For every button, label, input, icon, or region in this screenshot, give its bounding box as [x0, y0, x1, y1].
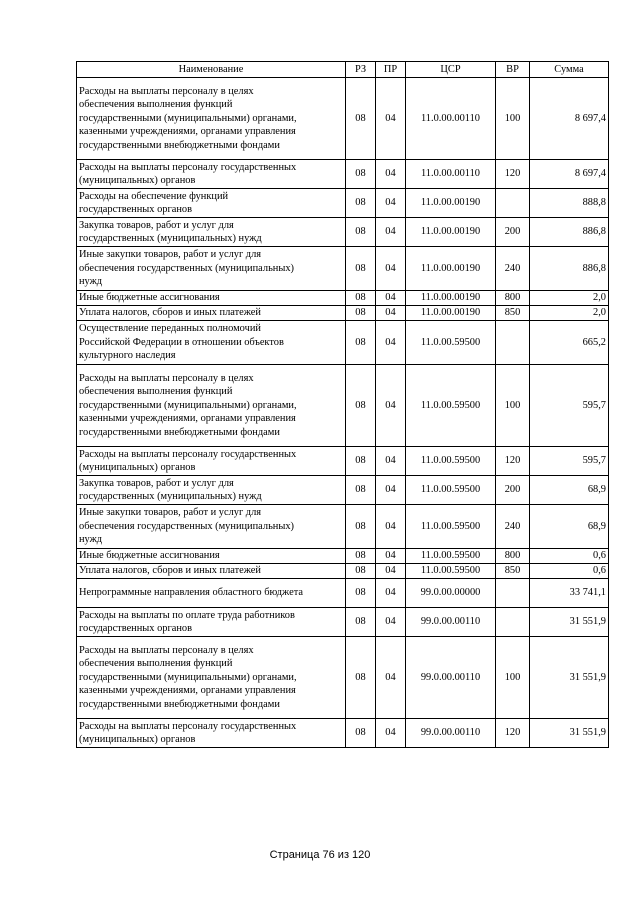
cell-vr: 240 [496, 505, 530, 549]
cell-rz: 08 [346, 579, 376, 608]
header-csr: ЦСР [406, 62, 496, 78]
table-row [77, 447, 609, 476]
cell-pr: 04 [376, 579, 406, 608]
cell-rz: 08 [346, 306, 376, 321]
cell-name: Закупка товаров, работ и услуг для государственных (муниципальных) нужд [77, 476, 346, 505]
header-rz: РЗ [346, 62, 376, 78]
cell-sum: 2,0 [530, 291, 609, 306]
cell-pr: 04 [376, 476, 406, 505]
cell-rz: 08 [346, 719, 376, 748]
table-row [77, 637, 609, 719]
cell-name: Расходы на выплаты персоналу в целях обеспечения выполнения функций государственными (муниципальными) органами, казенными учреждениями, органами управления государственными внебюджетными фондами [77, 637, 346, 719]
cell-pr: 04 [376, 247, 406, 291]
cell-sum: 886,8 [530, 247, 609, 291]
cell-sum: 31 551,9 [530, 719, 609, 748]
cell-name: Расходы на выплаты персоналу в целях обеспечения выполнения функций государственными (муниципальными) органами, казенными учреждениями, органами управления государственными внебюджетными фондами [77, 78, 346, 160]
cell-name: Расходы на выплаты по оплате труда работников государственных органов [77, 608, 346, 637]
table-row [77, 306, 609, 321]
cell-vr: 100 [496, 78, 530, 160]
header-vr: ВР [496, 62, 530, 78]
cell-name: Осуществление переданных полномочий Российской Федерации в отношении объектов культурного наследия [77, 321, 346, 365]
cell-vr: 120 [496, 160, 530, 189]
cell-name: Иные бюджетные ассигнования [77, 291, 346, 306]
cell-pr: 04 [376, 719, 406, 748]
table-row [77, 365, 609, 447]
table-row [77, 549, 609, 564]
cell-name: Иные закупки товаров, работ и услуг для обеспечения государственных (муниципальных) нужд [77, 505, 346, 549]
cell-csr: 11.0.00.59500 [406, 549, 496, 564]
cell-name: Уплата налогов, сборов и иных платежей [77, 564, 346, 579]
cell-pr: 04 [376, 637, 406, 719]
cell-sum: 68,9 [530, 505, 609, 549]
cell-pr: 04 [376, 608, 406, 637]
cell-name: Непрограммные направления областного бюджета [77, 579, 346, 608]
cell-vr [496, 579, 530, 608]
cell-vr: 800 [496, 549, 530, 564]
table-row [77, 321, 609, 365]
cell-name: Закупка товаров, работ и услуг для государственных (муниципальных) нужд [77, 218, 346, 247]
cell-rz: 08 [346, 447, 376, 476]
cell-csr: 11.0.00.59500 [406, 447, 496, 476]
table-row [77, 189, 609, 218]
cell-csr: 11.0.00.00110 [406, 160, 496, 189]
cell-rz: 08 [346, 549, 376, 564]
cell-vr: 120 [496, 719, 530, 748]
cell-csr: 11.0.00.00190 [406, 291, 496, 306]
cell-sum: 665,2 [530, 321, 609, 365]
cell-pr: 04 [376, 78, 406, 160]
cell-pr: 04 [376, 505, 406, 549]
cell-vr [496, 608, 530, 637]
cell-sum: 31 551,9 [530, 608, 609, 637]
cell-csr: 11.0.00.59500 [406, 564, 496, 579]
cell-vr: 120 [496, 447, 530, 476]
cell-pr: 04 [376, 306, 406, 321]
cell-sum: 595,7 [530, 447, 609, 476]
header-name: Наименование [77, 62, 346, 78]
cell-vr: 240 [496, 247, 530, 291]
table-row [77, 505, 609, 549]
cell-sum: 886,8 [530, 218, 609, 247]
table-row [77, 719, 609, 748]
cell-sum: 888,8 [530, 189, 609, 218]
cell-name: Расходы на выплаты персоналу государственных (муниципальных) органов [77, 160, 346, 189]
cell-rz: 08 [346, 365, 376, 447]
cell-sum: 2,0 [530, 306, 609, 321]
cell-rz: 08 [346, 189, 376, 218]
cell-csr: 99.0.00.00110 [406, 719, 496, 748]
cell-sum: 0,6 [530, 549, 609, 564]
table-row [77, 247, 609, 291]
page-number: Страница 76 из 120 [269, 849, 371, 861]
cell-rz: 08 [346, 321, 376, 365]
cell-sum: 8 697,4 [530, 78, 609, 160]
cell-sum: 8 697,4 [530, 160, 609, 189]
table-row [77, 160, 609, 189]
table-row [77, 291, 609, 306]
header-sum: Сумма [530, 62, 609, 78]
cell-pr: 04 [376, 218, 406, 247]
cell-pr: 04 [376, 291, 406, 306]
table-row [77, 579, 609, 608]
cell-sum: 31 551,9 [530, 637, 609, 719]
cell-pr: 04 [376, 549, 406, 564]
cell-vr: 200 [496, 218, 530, 247]
table-row [77, 564, 609, 579]
cell-rz: 08 [346, 78, 376, 160]
cell-rz: 08 [346, 160, 376, 189]
header-pr: ПР [376, 62, 406, 78]
cell-sum: 68,9 [530, 476, 609, 505]
cell-rz: 08 [346, 218, 376, 247]
cell-csr: 11.0.00.00190 [406, 306, 496, 321]
cell-csr: 11.0.00.00190 [406, 247, 496, 291]
table-row [77, 608, 609, 637]
cell-rz: 08 [346, 247, 376, 291]
cell-pr: 04 [376, 321, 406, 365]
cell-sum: 595,7 [530, 365, 609, 447]
cell-csr: 11.0.00.00190 [406, 189, 496, 218]
cell-csr: 99.0.00.00000 [406, 579, 496, 608]
cell-csr: 11.0.00.59500 [406, 365, 496, 447]
table-body [77, 78, 609, 748]
cell-rz: 08 [346, 476, 376, 505]
cell-sum: 0,6 [530, 564, 609, 579]
cell-pr: 04 [376, 160, 406, 189]
cell-vr: 800 [496, 291, 530, 306]
cell-name: Уплата налогов, сборов и иных платежей [77, 306, 346, 321]
table-row [77, 78, 609, 160]
cell-vr [496, 321, 530, 365]
cell-vr: 850 [496, 306, 530, 321]
cell-name: Иные закупки товаров, работ и услуг для обеспечения государственных (муниципальных) нужд [77, 247, 346, 291]
budget-table [76, 61, 609, 748]
cell-csr: 99.0.00.00110 [406, 637, 496, 719]
cell-rz: 08 [346, 291, 376, 306]
table-header-row [77, 62, 609, 78]
cell-name: Расходы на обеспечение функций государственных органов [77, 189, 346, 218]
cell-vr: 100 [496, 637, 530, 719]
cell-name: Расходы на выплаты персоналу государственных (муниципальных) органов [77, 447, 346, 476]
cell-csr: 11.0.00.59500 [406, 476, 496, 505]
cell-rz: 08 [346, 608, 376, 637]
cell-name: Расходы на выплаты персоналу государственных (муниципальных) органов [77, 719, 346, 748]
cell-pr: 04 [376, 564, 406, 579]
cell-csr: 11.0.00.59500 [406, 505, 496, 549]
cell-vr: 100 [496, 365, 530, 447]
cell-vr [496, 189, 530, 218]
cell-csr: 11.0.00.00110 [406, 78, 496, 160]
cell-csr: 99.0.00.00110 [406, 608, 496, 637]
cell-name: Расходы на выплаты персоналу в целях обеспечения выполнения функций государственными (муниципальными) органами, казенными учреждениями, органами управления государственными внебюджетными фондами [77, 365, 346, 447]
table-row [77, 218, 609, 247]
cell-vr: 850 [496, 564, 530, 579]
cell-pr: 04 [376, 447, 406, 476]
cell-sum: 33 741,1 [530, 579, 609, 608]
cell-rz: 08 [346, 505, 376, 549]
cell-rz: 08 [346, 564, 376, 579]
cell-csr: 11.0.00.59500 [406, 321, 496, 365]
cell-pr: 04 [376, 365, 406, 447]
cell-vr: 200 [496, 476, 530, 505]
cell-name: Иные бюджетные ассигнования [77, 549, 346, 564]
cell-rz: 08 [346, 637, 376, 719]
cell-pr: 04 [376, 189, 406, 218]
table-row [77, 476, 609, 505]
cell-csr: 11.0.00.00190 [406, 218, 496, 247]
